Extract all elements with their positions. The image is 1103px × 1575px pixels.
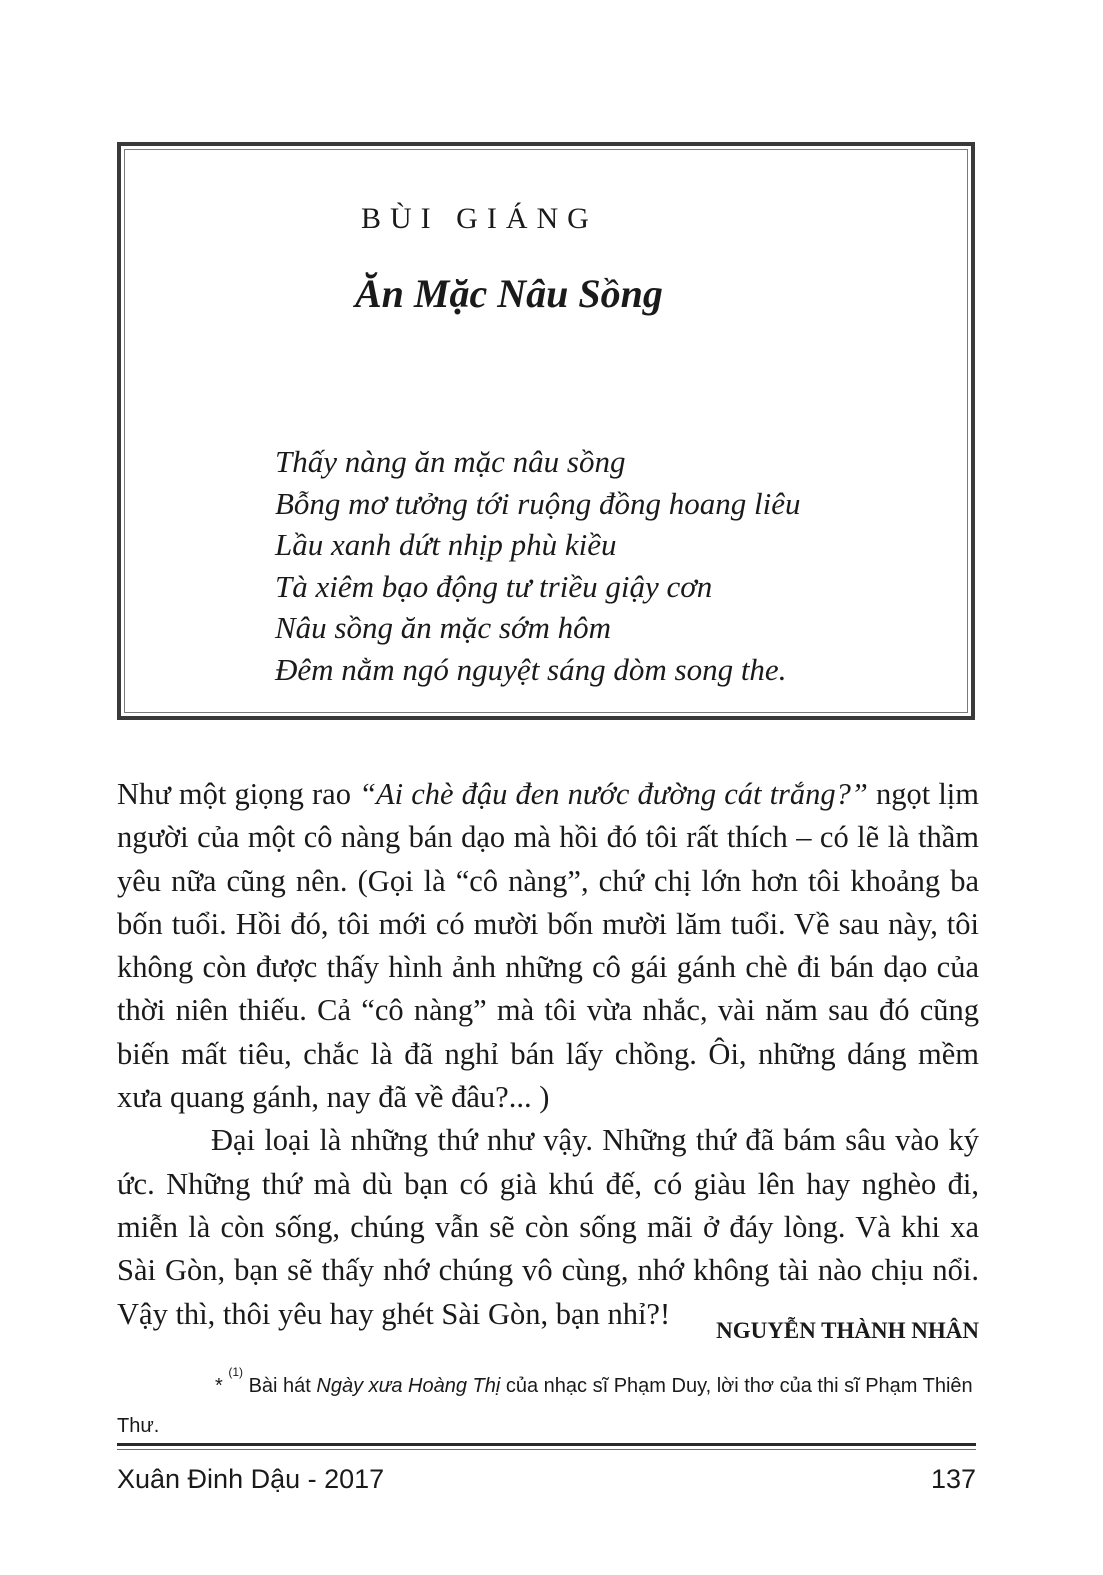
poem-line: Bỗng mơ tưởng tới ruộng đồng hoang liêu <box>275 485 801 521</box>
poem-line: Lầu xanh dứt nhịp phù kiều <box>275 527 617 562</box>
footer-rule-thin <box>117 1449 976 1450</box>
issue-label: Xuân Đinh Dậu - 2017 <box>117 1464 385 1494</box>
article-body <box>117 773 979 1336</box>
paragraph-1 <box>117 773 979 1119</box>
poem-lines <box>275 441 801 690</box>
poem-title: Ăn Mặc Nâu Sồng <box>355 271 663 316</box>
article-author: NGUYỄN THÀNH NHÂN <box>716 1318 979 1343</box>
footnote-marker: * <box>215 1375 229 1397</box>
footnote-text-start: Bài hát <box>243 1375 317 1397</box>
footer-rule <box>117 1443 976 1446</box>
poem-line: Thấy nàng ăn mặc nâu sồng <box>275 444 626 479</box>
street-call-quote: “Ai chè đậu đen nước đường cát trắng?” <box>359 777 868 811</box>
poem-line: Tà xiêm bạo động tư triều giậy cơn <box>275 568 713 604</box>
poem-box <box>117 142 975 720</box>
page-number: 137 <box>930 1464 976 1494</box>
footnote <box>117 1366 979 1446</box>
paragraph-2: Đại loại là những thứ như vậy. Những thứ đã bám sâu vào ký ức. Những thứ mà dù bạn có già khú đế, có giàu lên hay nghèo đi, miễn là còn sống, chúng vẫn sẽ còn sống mãi ở đáy lòng. Và khi xa Sài Gòn, bạn sẽ thấy nhớ chúng vô cùng, nhớ không tài nào chịu nổi. Vậy thì, thôi yêu hay ghét Sài Gòn, bạn nhỉ?! <box>117 1123 979 1331</box>
poem-line: Nâu sồng ăn mặc sớm hôm <box>275 610 612 645</box>
paragraph-1-start: Như một giọng rao <box>117 777 360 811</box>
paragraph-1-rest: ngọt lịm người của một cô nàng bán dạo mà hồi đó tôi rất thích – có lẽ là thầm yêu nữa cũng nên. (Gọi là “cô nàng”, chứ chị lớn hơn tôi khoảng ba bốn tuổi. Hồi đó, tôi mới có mười bốn mười lăm tuổi. Về sau này, tôi không còn được thấy hình ảnh những cô gái gánh chè đi bán dạo của thời niên thiếu. Cả “cô nàng” mà tôi vừa nhắc, vài năm sau đó cũng biến mất tiêu, chắc là đã nghỉ bán lấy chồng. Ôi, những dáng mềm xưa quang gánh, nay đã về đâu?... ) <box>117 777 979 1115</box>
poem-line: Đêm nằm ngó nguyệt sáng dòm song the. <box>275 651 787 687</box>
footnote-number: (1) <box>228 1365 244 1379</box>
footnote-song-title: Ngày xưa Hoàng Thị <box>316 1375 501 1397</box>
footnote-text-end: của nhạc sĩ Phạm Duy, lời thơ của thi sĩ Phạm Thiên Thư. <box>117 1375 973 1437</box>
poet-name: BÙI GIÁNG <box>361 202 598 235</box>
